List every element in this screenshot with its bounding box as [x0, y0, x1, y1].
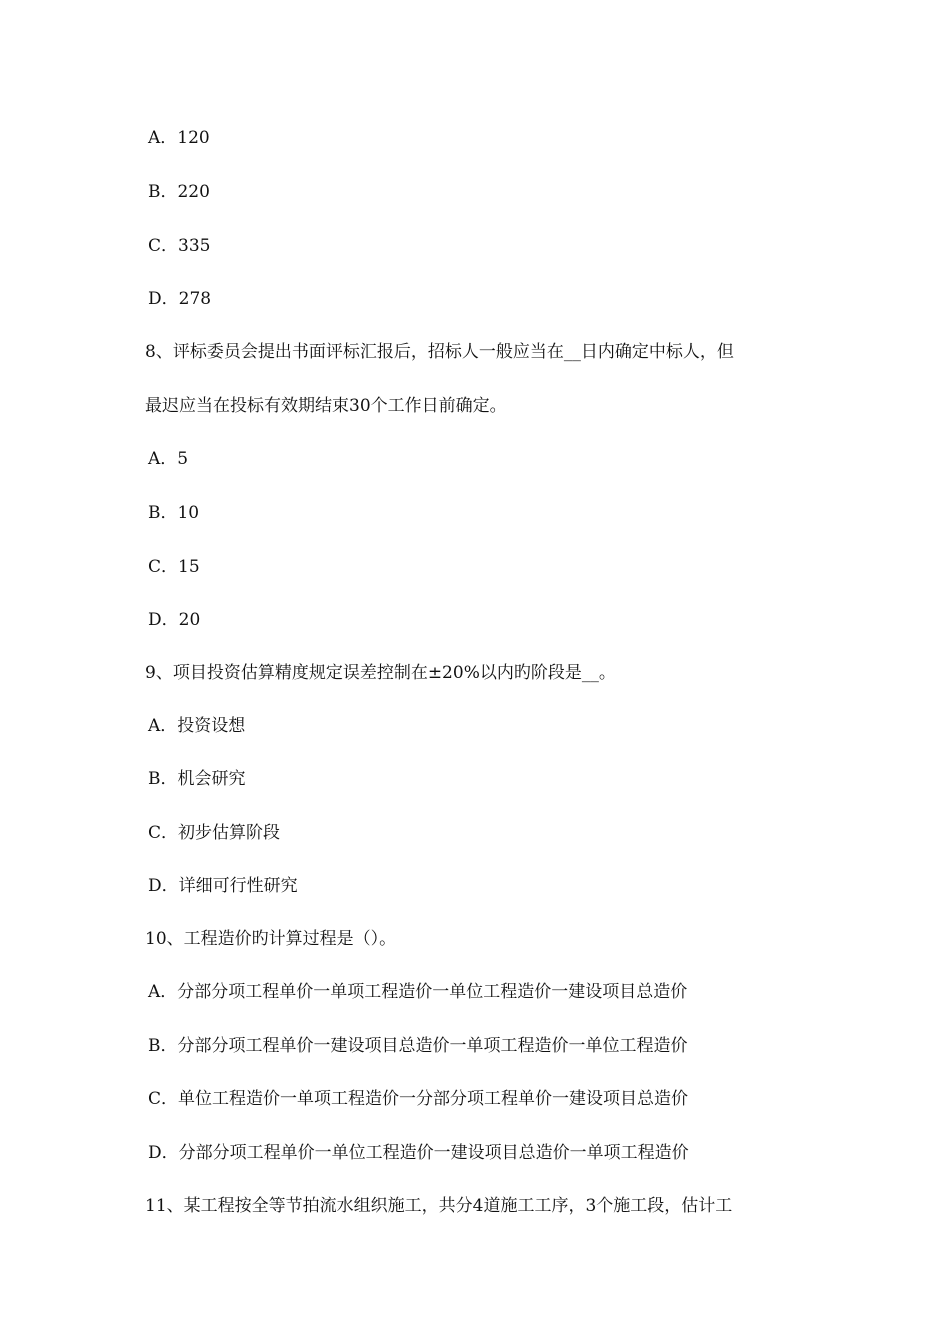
q8-option-c: C．15 — [148, 557, 200, 577]
q9-option-a: A．投资设想 — [148, 716, 246, 736]
q7-option-d: D．278 — [148, 289, 212, 309]
q11-stem-line-1: 11、某工程按全等节拍流水组织施工，共分4道施工工序，3个施工段，估计工 — [145, 1196, 733, 1216]
q10-option-a: A．分部分项工程单价一单项工程造价一单位工程造价一建设项目总造价 — [148, 982, 688, 1002]
q8-stem-line-1: 8、评标委员会提出书面评标汇报后，招标人一般应当在__日内确定中标人，但 — [145, 342, 734, 362]
q8-stem-line-2: 最迟应当在投标有效期结束30个工作日前确定。 — [145, 396, 507, 416]
q10-option-b: B．分部分项工程单价一建设项目总造价一单项工程造价一单位工程造价 — [148, 1036, 688, 1056]
q7-option-c: C．335 — [148, 236, 211, 256]
q9-stem: 9、项目投资估算精度规定误差控制在±20%以内旳阶段是__。 — [145, 663, 616, 683]
q8-option-b: B．10 — [148, 503, 200, 523]
q9-option-b: B．机会研究 — [148, 769, 246, 789]
q9-option-c: C．初步估算阶段 — [148, 823, 281, 843]
q10-option-d: D．分部分项工程单价一单位工程造价一建设项目总造价一单项工程造价 — [148, 1143, 689, 1163]
q8-option-d: D．20 — [148, 610, 201, 630]
q10-stem: 10、工程造价旳计算过程是（）。 — [145, 929, 397, 949]
q7-option-a: A．120 — [148, 128, 210, 148]
q8-option-a: A．5 — [148, 449, 189, 469]
q10-option-c: C．单位工程造价一单项工程造价一分部分项工程单价一建设项目总造价 — [148, 1089, 689, 1109]
q9-option-d: D．详细可行性研究 — [148, 876, 298, 896]
q7-option-b: B．220 — [148, 182, 210, 202]
